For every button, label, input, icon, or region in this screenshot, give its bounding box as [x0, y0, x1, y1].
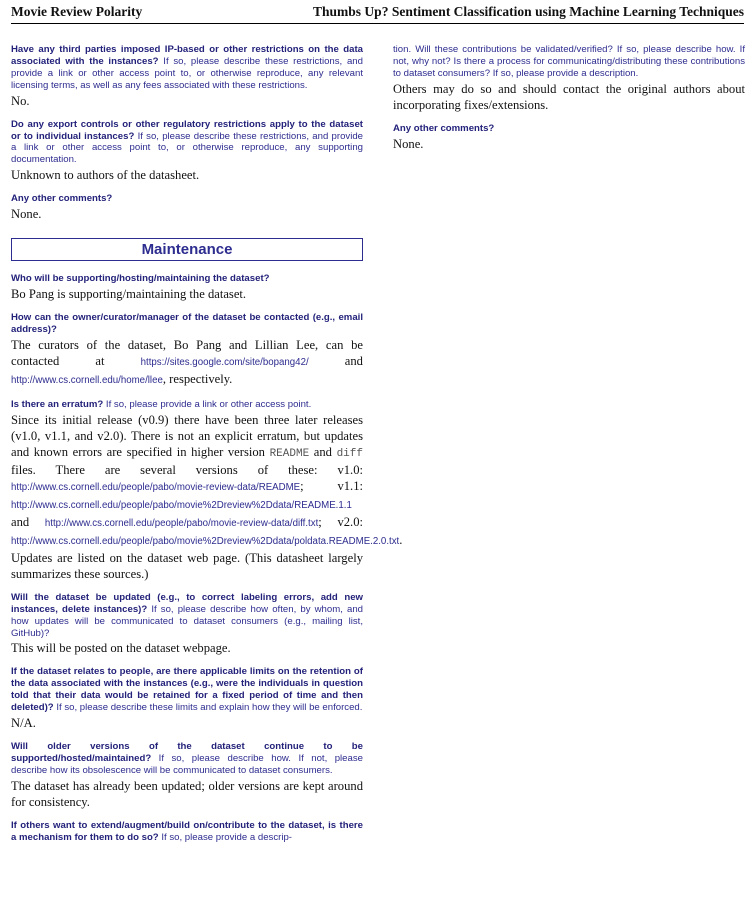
- answer-text: . Updates are listed on the dataset web page. (This datasheet largely summarizes these sources.): [11, 532, 403, 581]
- answer: None.: [393, 136, 424, 151]
- answer: [11, 412, 403, 582]
- question: [11, 44, 363, 92]
- question-title: Have any third parties imposed IP-based or other restrictions on the data associated with the instances?: [11, 44, 363, 67]
- question: [11, 820, 363, 844]
- answer-text: files. There are several versions of these: v1.0:: [11, 462, 363, 477]
- right-column: [393, 44, 745, 162]
- question-block: [11, 741, 363, 810]
- question-block: [11, 398, 403, 582]
- question-title: Is there an erratum?: [11, 398, 104, 410]
- question-title: Will older versions of the dataset continue to be supported/hosted/maintained?: [11, 741, 363, 764]
- diff-filename: diff: [336, 447, 363, 460]
- question-detail: If so, please provide a link or other access point.: [105, 398, 312, 410]
- question-block: [11, 666, 363, 731]
- question-block: [11, 119, 363, 184]
- answer-text: ; v2.0:: [318, 514, 363, 529]
- question-block: [11, 273, 363, 302]
- answer-text: and: [313, 444, 332, 459]
- answer-text: ; v1.1:: [300, 478, 363, 493]
- section-title: Maintenance: [141, 241, 233, 259]
- curator-link-bo-pang[interactable]: https://sites.google.com/site/bopang42/: [140, 356, 309, 368]
- question-detail: If so, please describe how. If not, please describe how its obsolescence will be communicated to dataset consumers.: [11, 752, 363, 776]
- header-right-title: Thumbs Up? Sentiment Classification using Machine Learning Techniques: [313, 4, 744, 19]
- answer-text: , respectively.: [162, 371, 233, 386]
- question-title: Who will be supporting/hosting/maintaining the dataset?: [11, 273, 270, 285]
- question-title: If others want to extend/augment/build on/contribute to the dataset, is there a mechanism for them to do so?: [11, 819, 363, 843]
- question-detail-continued: tion. Will these contributions be validated/verified? If so, please describe how. If not, why not? Is there a process for communicating/distributing these contributions to dataset consumers? If so, please provide a description.: [393, 44, 745, 79]
- question-detail: If so, please describe these limits and explain how they will be enforced.: [56, 702, 363, 714]
- question: [11, 273, 363, 285]
- answer: [11, 337, 363, 389]
- answer: Unknown to authors of the datasheet.: [11, 168, 200, 183]
- answer: Others may do so and should contact the original authors about incorporating fixes/extensions.: [393, 81, 745, 112]
- question: [393, 123, 745, 135]
- question-block: [11, 312, 363, 389]
- answer-text: and: [11, 514, 30, 529]
- question-detail: If so, please describe these restrictions, and provide a link or other access point to, or otherwise reproduce, any supporting documentation.: [11, 130, 364, 166]
- answer: None.: [11, 207, 42, 222]
- question: [11, 741, 363, 777]
- question-block: [393, 123, 745, 152]
- curator-link-lillian-lee[interactable]: http://www.cs.cornell.edu/home/llee: [11, 374, 163, 386]
- answer: Bo Pang is supporting/maintaining the dataset.: [11, 287, 247, 302]
- readme-filename: README: [269, 447, 310, 460]
- question: [11, 119, 363, 167]
- question-title: Will the dataset be updated (e.g., to correct labeling errors, add new instances, delete instances)?: [11, 591, 363, 615]
- question-detail: If so, please describe these restrictions, and provide a link or other access point to, or otherwise reproduce, any relevant licensing terms, as well as any fees associated with these restrictions.: [11, 55, 363, 91]
- question-block-continued: [393, 44, 745, 113]
- question-block: [11, 592, 363, 657]
- question: [11, 312, 363, 336]
- question-detail: If so, please provide a descrip-: [161, 831, 292, 843]
- question-title: Do any export controls or other regulatory restrictions apply to the dataset or to individual instances?: [11, 118, 363, 142]
- question-title: If the dataset relates to people, are there applicable limits on the retention of the data associated with the instances (e.g., were the individuals in question told that their data would be retained for a fixed period of time and then deleted)?: [11, 666, 363, 714]
- question-block: [11, 820, 363, 844]
- header-left-title: Movie Review Polarity: [11, 4, 143, 19]
- answer: The dataset has already been updated; older versions are kept around for consistency.: [11, 778, 363, 809]
- diff-txt-link[interactable]: http://www.cs.cornell.edu/people/pabo/movie-review-data/diff.txt: [44, 517, 319, 529]
- answer: No.: [11, 93, 30, 108]
- answer: This will be posted on the dataset webpage.: [11, 641, 231, 656]
- answer: N/A.: [11, 716, 36, 731]
- answer-text: The curators of the dataset, Bo Pang and Lillian Lee, can be contacted at: [11, 337, 363, 368]
- question: [11, 193, 363, 205]
- question: [11, 399, 363, 411]
- left-column: [11, 44, 403, 854]
- readme-v2-0-link[interactable]: http://www.cs.cornell.edu/people/pabo/movie%2Dreview%2Ddata/poldata.README.2.0.txt: [11, 535, 400, 547]
- question-title: Any other comments?: [11, 193, 113, 205]
- question: [11, 592, 363, 640]
- running-header: [11, 4, 744, 24]
- answer-text: Since its initial release (v0.9) there have been three later releases (v1.0, v1.1, and v2.0). There is not an explicit erratum, but updates and known errors are specified in higher version: [11, 412, 363, 459]
- question-detail: If so, please describe how often, by whom, and how updates will be communicated to dataset consumers (e.g., mailing list, GitHub)?: [11, 603, 363, 639]
- question: [11, 666, 363, 714]
- question-title: Any other comments?: [393, 122, 495, 134]
- readme-v1-1-link[interactable]: http://www.cs.cornell.edu/people/pabo/movie%2Dreview%2Ddata/README.1.1: [11, 499, 352, 511]
- answer-text: and: [344, 353, 363, 368]
- question-title: How can the owner/curator/manager of the dataset be contacted (e.g., email address)?: [11, 312, 363, 335]
- readme-v1-0-link[interactable]: http://www.cs.cornell.edu/people/pabo/movie-review-data/README: [11, 481, 301, 493]
- section-heading-box: [11, 238, 363, 261]
- question-block: [11, 44, 363, 109]
- question-block: [11, 193, 363, 222]
